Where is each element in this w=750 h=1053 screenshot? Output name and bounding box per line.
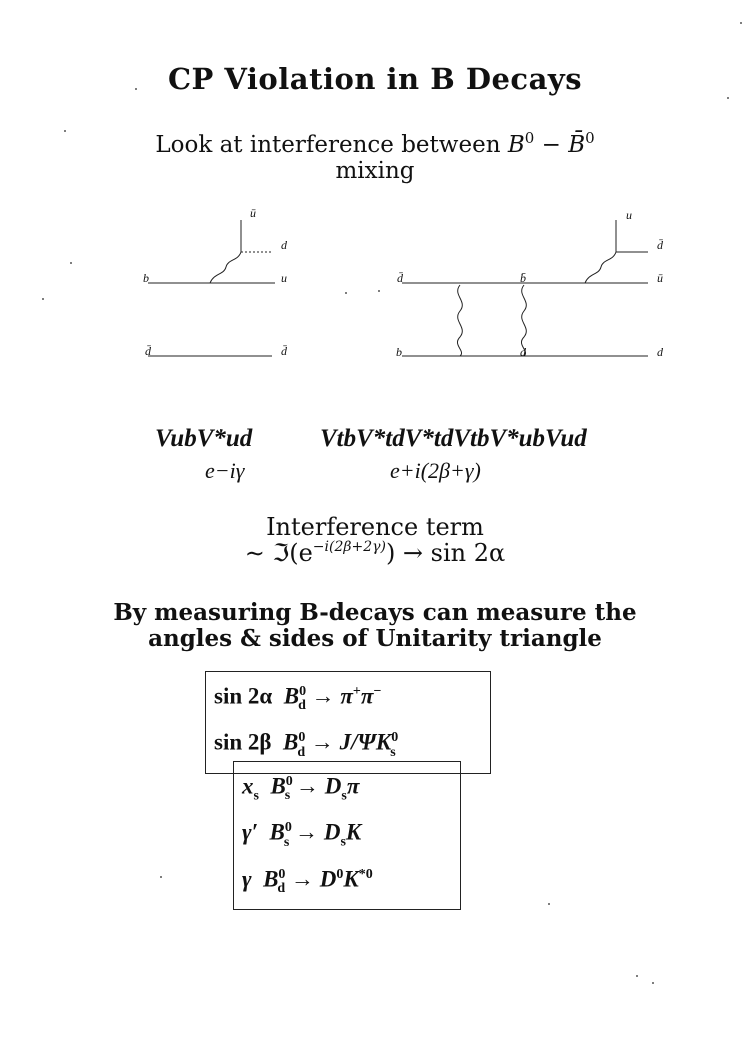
scan-speck bbox=[42, 298, 44, 300]
box1-row1-decay-sup: 0 bbox=[299, 684, 307, 699]
box2-row-gammaprime bbox=[242, 812, 452, 858]
box2-row2-arrow: → bbox=[295, 819, 319, 845]
box2-row2-products-sub: s bbox=[340, 834, 346, 850]
right-label-ubar: ū bbox=[657, 271, 663, 285]
box1-row2-products: J/ΨK bbox=[339, 729, 392, 755]
ckm-left-product: VubV*ud bbox=[155, 425, 253, 452]
box2-row3-products-sup: 0 bbox=[336, 866, 344, 882]
intro-line-1 bbox=[0, 129, 750, 159]
statement-line-1: By measuring B-decays can measure the bbox=[113, 599, 637, 626]
right-label-d-mid: d bbox=[520, 345, 526, 359]
box2-row3-products-tail: K bbox=[343, 866, 359, 892]
interference-heading: Interference term bbox=[266, 513, 484, 541]
scan-speck bbox=[727, 97, 729, 99]
angle-box-1 bbox=[205, 671, 491, 774]
box2-row2-products: D bbox=[323, 819, 341, 845]
scan-speck bbox=[64, 130, 66, 132]
intro-b0: B bbox=[507, 132, 525, 158]
right-w-boson-3 bbox=[585, 252, 616, 283]
interference-prefix: ∼ ℑ(e bbox=[244, 539, 313, 567]
intro-b0-sup: 0 bbox=[524, 129, 535, 147]
scan-speck bbox=[345, 292, 347, 294]
box2-row3-angle: γ bbox=[242, 866, 252, 892]
right-label-bbar: b̄ bbox=[520, 271, 526, 285]
box2-row3-decay-sup: 0 bbox=[278, 866, 286, 882]
box1-row-sin2alpha bbox=[214, 676, 482, 722]
box1-row1-decay-sub: d bbox=[298, 698, 306, 714]
box2-row3-products: D bbox=[319, 866, 337, 892]
intro-line-1-text: Look at interference between bbox=[155, 132, 508, 158]
interference-block bbox=[0, 514, 750, 570]
intro-line-2: mixing bbox=[335, 158, 415, 184]
scan-speck bbox=[135, 88, 137, 90]
right-label-dbar-top: d̄ bbox=[657, 238, 663, 252]
interference-exponent: −i(2β+2γ) bbox=[312, 539, 386, 555]
scan-speck bbox=[160, 876, 162, 878]
left-label-dbar-right: d̄ bbox=[281, 344, 287, 358]
box2-row1-angle-sub: s bbox=[253, 788, 259, 804]
right-label-d-right: d bbox=[657, 345, 663, 359]
box2-row1-angle: x bbox=[242, 773, 254, 799]
intro-b0bar: B̄ bbox=[568, 132, 586, 158]
box2-row2-decay-sup: 0 bbox=[284, 820, 292, 836]
ckm-left-phase: e−iγ bbox=[205, 458, 245, 483]
box2-row1-arrow: → bbox=[296, 773, 319, 799]
left-diagram bbox=[148, 220, 275, 356]
box1-row1-products2-sup: − bbox=[373, 684, 382, 699]
box2-row1-decay-sub: s bbox=[284, 788, 291, 804]
box2-row3-decay: B bbox=[263, 866, 279, 892]
box2-row-xs bbox=[242, 766, 452, 812]
intro-b0bar-sup: 0 bbox=[585, 129, 595, 147]
box2-row1-decay: B bbox=[270, 773, 286, 799]
interference-suffix: ) → sin 2α bbox=[385, 539, 506, 567]
box2-row1-products-sub: s bbox=[341, 788, 347, 804]
left-label-ubar: ū bbox=[250, 206, 256, 220]
measurement-statement bbox=[0, 600, 750, 652]
box1-row1-products: π bbox=[340, 683, 353, 709]
box1-row2-products-sup: 0 bbox=[391, 730, 399, 746]
box1-row1-angle: sin 2α bbox=[214, 683, 273, 709]
scan-speck bbox=[636, 975, 638, 977]
box2-row3-products-tail-sup: *0 bbox=[358, 866, 373, 882]
box1-row2-angle: sin 2β bbox=[214, 729, 272, 755]
ckm-right-phase: e+i(2β+γ) bbox=[390, 458, 481, 483]
box1-row2-decay: B bbox=[283, 729, 299, 755]
interference-expression bbox=[0, 540, 750, 570]
scan-speck bbox=[740, 22, 742, 24]
right-diagram bbox=[402, 220, 648, 356]
intro-text bbox=[0, 129, 750, 184]
ckm-right-product: VtbV*tdV*tdVtbV*ubVud bbox=[320, 425, 587, 452]
scan-speck bbox=[378, 290, 380, 292]
angle-box-2 bbox=[233, 761, 461, 910]
right-label-u: u bbox=[626, 208, 632, 222]
page-title: CP Violation in B Decays bbox=[167, 62, 583, 96]
scan-speck bbox=[652, 982, 654, 984]
left-label-u: u bbox=[281, 271, 287, 285]
box2-row1-decay-sup: 0 bbox=[285, 774, 293, 789]
right-label-dbar-left: d̄ bbox=[397, 271, 403, 285]
box1-row2-decay-sup: 0 bbox=[298, 730, 306, 746]
left-label-d: d bbox=[281, 238, 287, 252]
box2-row1-products: D bbox=[324, 773, 342, 799]
box1-row1-arrow: → bbox=[311, 683, 335, 709]
box2-row2-angle: γ′ bbox=[242, 819, 259, 845]
box2-row1-products-tail: π bbox=[346, 773, 360, 799]
box2-row2-decay-sub: s bbox=[283, 834, 290, 850]
left-label-dbar-left: d̄ bbox=[145, 344, 151, 358]
box2-row2-decay: B bbox=[269, 819, 285, 845]
left-w-boson bbox=[210, 252, 241, 283]
box1-row1-products2: π bbox=[360, 683, 374, 709]
box1-row2-arrow: → bbox=[310, 729, 334, 755]
right-w-boson-1 bbox=[457, 285, 462, 356]
box2-row2-products-tail: K bbox=[345, 819, 362, 845]
scan-speck bbox=[548, 903, 550, 905]
intro-minus: − bbox=[534, 132, 569, 158]
right-label-b: b bbox=[396, 345, 402, 359]
box2-row3-decay-sub: d bbox=[277, 880, 286, 896]
scan-speck bbox=[70, 262, 72, 264]
box1-row2-decay-sub: d bbox=[297, 744, 306, 760]
box2-row3-arrow: → bbox=[290, 866, 314, 892]
statement-line-2: angles & sides of Unitarity triangle bbox=[148, 625, 602, 652]
box1-row1-decay: B bbox=[283, 683, 300, 709]
box2-row-gamma bbox=[242, 859, 452, 905]
box1-row2-products-sub: s bbox=[390, 744, 396, 760]
feynman-diagrams bbox=[0, 195, 750, 375]
box1-row1-products-sup: + bbox=[352, 684, 361, 699]
left-label-b: b bbox=[143, 271, 149, 285]
